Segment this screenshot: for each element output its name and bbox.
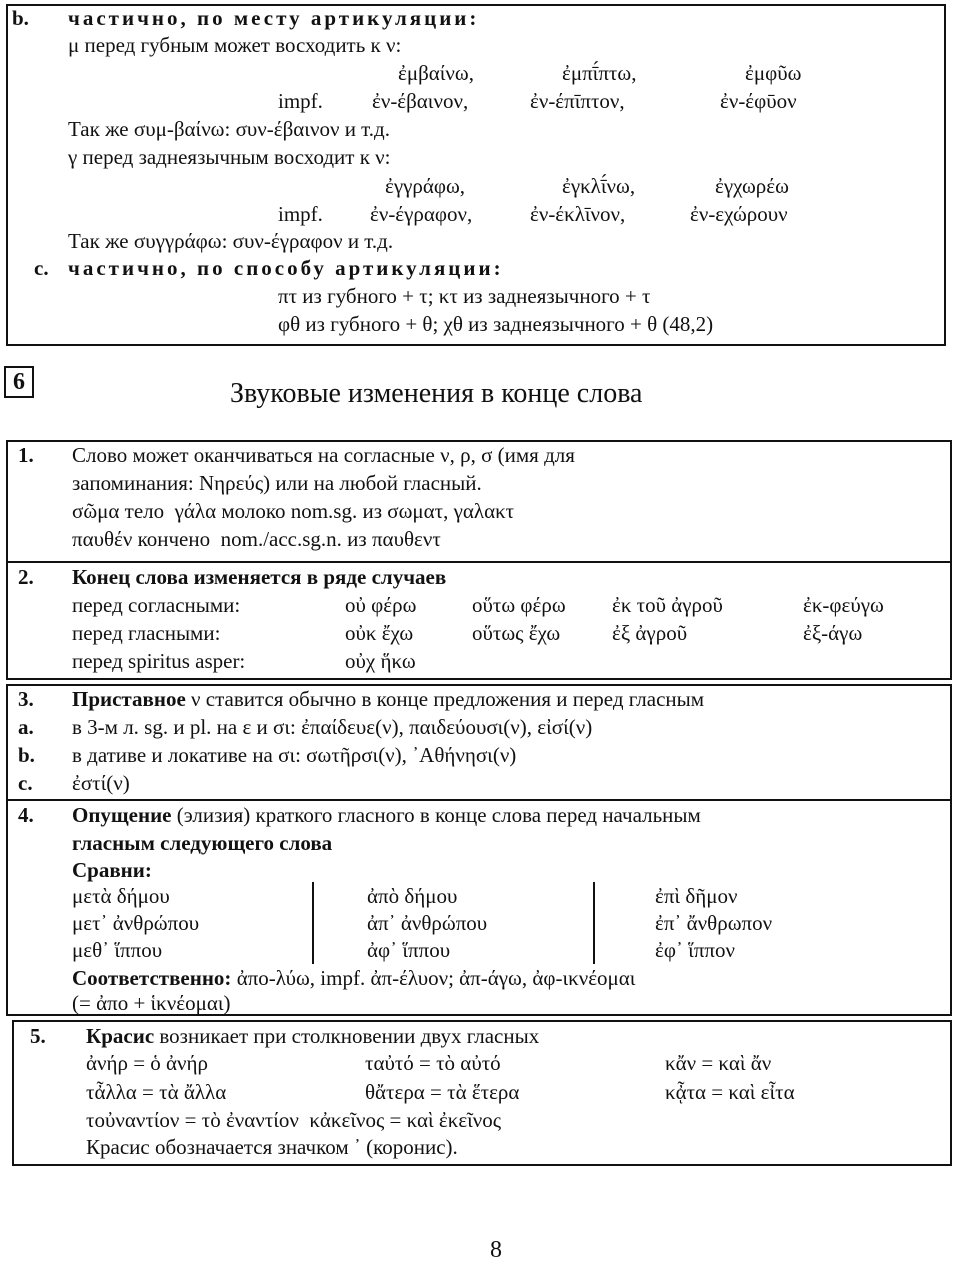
b-line1: μ перед губным может восходить к ν: bbox=[68, 33, 402, 57]
s4-col-divider-1 bbox=[312, 882, 314, 964]
s2-row1-c1: οὐ φέρω bbox=[345, 593, 417, 617]
s3-a-line: в 3-м л. sg. и pl. на ε и σι: ἐπαίδευε(ν), παιδεύουσι(ν), εἰσί(ν) bbox=[72, 715, 593, 739]
b-row2-col3: ἐν-έφῡον bbox=[720, 89, 797, 113]
s3-heading bbox=[72, 687, 704, 711]
marker-b: b. bbox=[12, 6, 29, 30]
s4-r2c3: ἐπ᾿ ἄνθρωπον bbox=[655, 911, 773, 935]
c-line1: πτ из губного + τ; κτ из заднеязычного + τ bbox=[278, 284, 651, 308]
s1-line2: запоминания: Νηρεύς) или на любой гласный. bbox=[72, 471, 482, 495]
b-row3-col1: ἐγγράφω, bbox=[385, 174, 466, 198]
s2-marker: 2. bbox=[18, 565, 34, 589]
b-row4-col3: ἐν-εχώρουν bbox=[690, 202, 788, 226]
s1-line3: σῶμα тело γάλα молоко nom.sg. из σωματ, γαλακτ bbox=[72, 499, 515, 523]
s5-r2c3: κᾆτα = καὶ εἶτα bbox=[665, 1080, 795, 1104]
s4-last-line: (= ἀπο + ἱκνέομαι) bbox=[72, 991, 231, 1015]
c-heading: частично, по способу артикуляции: bbox=[68, 256, 504, 280]
s4-col-divider-2 bbox=[593, 882, 595, 964]
s4-compare: Сравни: bbox=[72, 858, 152, 882]
b-row4-col2: ἐν-έκλῑνον, bbox=[530, 202, 626, 226]
s5-r1c3: κἄν = καὶ ἄν bbox=[665, 1051, 772, 1075]
s3-marker: 3. bbox=[18, 687, 34, 711]
b-line3: γ перед заднеязычным восходит к ν: bbox=[68, 145, 391, 169]
s5-r2c1: τἆλλα = τὰ ἄλλα bbox=[86, 1080, 227, 1104]
c-line2: φθ из губного + θ; χθ из заднеязычного + θ (48,2) bbox=[278, 312, 714, 336]
s5-row3: τοὐναντίον = τὸ ἐναντίον κἀκεῖνος = καὶ ἐκεῖνος bbox=[86, 1108, 502, 1132]
s3-b-marker: b. bbox=[18, 743, 35, 767]
s3-heading-bold: Приставное bbox=[72, 687, 186, 711]
s4-r3c1: μεθ᾿ ἵππου bbox=[72, 938, 163, 962]
s1-line4: παυθέν кончено nom./acc.sg.n. из παυθεντ bbox=[72, 527, 441, 551]
s4-heading-bold: Опущение bbox=[72, 803, 172, 827]
s2-row2-c4: ἐξ-άγω bbox=[803, 621, 863, 645]
s5-r1c1: ἀνήρ = ὁ ἀνήρ bbox=[86, 1051, 209, 1075]
s3-heading-rest: ν ставится обычно в конце предложения и перед гласным bbox=[185, 687, 705, 711]
b-row2-col1: ἐν-έβαινον, bbox=[372, 89, 469, 113]
b-impf2-label: impf. bbox=[278, 202, 323, 226]
page-number: 8 bbox=[490, 1237, 502, 1263]
s2-row2-c3: ἐξ ἀγροῦ bbox=[612, 621, 688, 645]
b-heading: частично, по месту артикуляции: bbox=[68, 6, 480, 30]
s5-heading-bold: Красис bbox=[86, 1024, 155, 1048]
s2-row3-c1: οὐχ ἥκω bbox=[345, 649, 416, 673]
b-impf1-label: impf. bbox=[278, 89, 323, 113]
s3-b-line: в дативе и локативе на σι: σωτῆρσι(ν), ᾿Αθήνησι(ν) bbox=[72, 743, 517, 767]
s2-row2-c1: οὐκ ἔχω bbox=[345, 621, 414, 645]
b-row3-col3: ἐγχωρέω bbox=[715, 174, 789, 198]
s5-note: Красис обозначается значком ᾿ (коронис). bbox=[86, 1135, 458, 1159]
s4-heading-rest: (элизия) краткого гласного в конце слова перед начальным bbox=[171, 803, 701, 827]
b-row1-col1: ἐμβαίνω, bbox=[398, 61, 474, 85]
divider-1-2 bbox=[6, 561, 952, 563]
s2-row2-label: перед гласными: bbox=[72, 621, 221, 645]
s4-heading bbox=[72, 803, 701, 827]
divider-3-4 bbox=[6, 799, 952, 801]
s2-row1-label: перед согласными: bbox=[72, 593, 241, 617]
s4-r1c3: ἐπὶ δῆμον bbox=[655, 884, 738, 908]
b-row4-col1: ἐν-έγραφον, bbox=[370, 202, 473, 226]
s3-a-marker: a. bbox=[18, 715, 34, 739]
section-title: Звуковые изменения в конце слова bbox=[230, 378, 643, 409]
s5-heading-rest: возникает при столкновении двух гласных bbox=[154, 1024, 540, 1048]
s4-r2c1: μετ᾿ ἀνθρώπου bbox=[72, 911, 200, 935]
s2-heading: Конец слова изменяется в ряде случаев bbox=[72, 565, 447, 589]
s2-row1-c2: οὕτω φέρω bbox=[472, 593, 566, 617]
b-row3-col2: ἐγκλῑ́νω, bbox=[562, 174, 636, 198]
s1-marker: 1. bbox=[18, 443, 34, 467]
s3-c-line: ἐστί(ν) bbox=[72, 771, 130, 795]
s2-row3-label: перед spiritus asper: bbox=[72, 649, 246, 673]
b-line4: Так же συγγράφω: συν-έγραφον и т.д. bbox=[68, 229, 394, 253]
b-row1-col2: ἐμπῑ́πτω, bbox=[562, 61, 637, 85]
s4-accordingly bbox=[72, 966, 635, 990]
b-row1-col3: ἐμφῦω bbox=[745, 61, 802, 85]
s4-r3c3: ἐφ᾿ ἵππον bbox=[655, 938, 736, 962]
b-line2: Так же συμ-βαίνω: συν-έβαινον и т.д. bbox=[68, 117, 390, 141]
s4-r3c2: ἀφ᾿ ἵππου bbox=[367, 938, 451, 962]
marker-c: c. bbox=[34, 256, 49, 280]
section-number-badge: 6 bbox=[4, 366, 34, 398]
s1-line1: Слово может оканчиваться на согласные ν, ρ, σ (имя для bbox=[72, 443, 575, 467]
s4-marker: 4. bbox=[18, 803, 34, 827]
s2-row1-c3: ἐκ τοῦ ἀγροῦ bbox=[612, 593, 723, 617]
s4-accordingly-text: ἀπο-λύω, impf. ἀπ-έλυον; ἀπ-άγω, ἀφ-ικνέομαι bbox=[231, 966, 636, 990]
s5-r1c2: ταὐτό = τὸ αὐτό bbox=[365, 1051, 501, 1075]
s4-accordingly-label: Соответственно: bbox=[72, 966, 232, 990]
s2-row2-c2: οὕτως ἔχω bbox=[472, 621, 561, 645]
s4-r1c2: ἀπὸ δήμου bbox=[367, 884, 458, 908]
s5-marker: 5. bbox=[30, 1024, 46, 1048]
s3-c-marker: c. bbox=[18, 771, 33, 795]
s4-line2: гласным следующего слова bbox=[72, 831, 333, 855]
s4-r2c2: ἀπ᾿ ἀνθρώπου bbox=[367, 911, 488, 935]
s4-r1c1: μετὰ δήμου bbox=[72, 884, 170, 908]
s2-row1-c4: ἐκ-φεύγω bbox=[803, 593, 884, 617]
s5-r2c2: θἄτερα = τὰ ἕτερα bbox=[365, 1080, 520, 1104]
b-row2-col2: ἐν-έπῑπτον, bbox=[530, 89, 625, 113]
s5-heading bbox=[86, 1024, 539, 1048]
